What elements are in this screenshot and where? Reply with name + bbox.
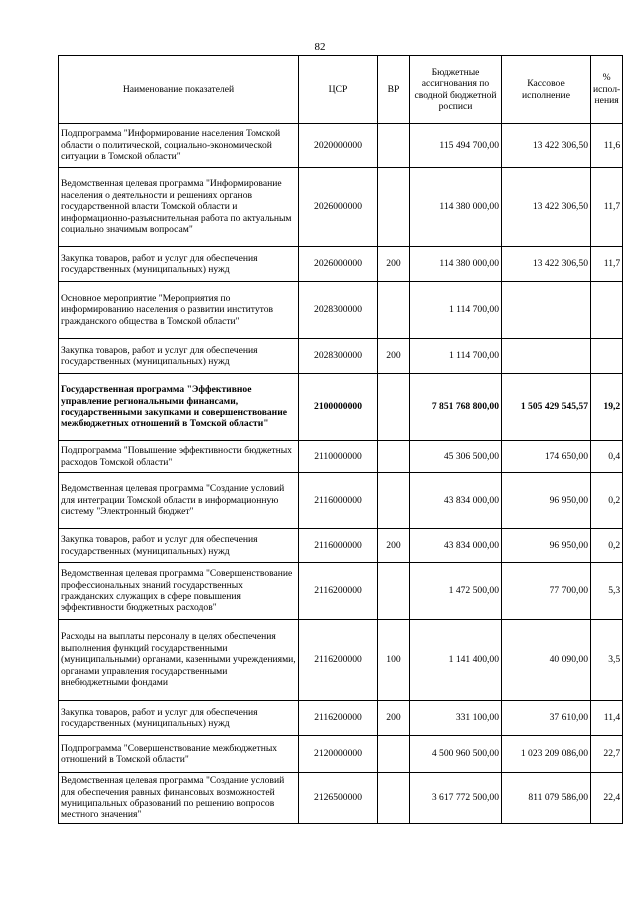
row-cash: 77 700,00: [502, 563, 591, 620]
row-cash: [502, 282, 591, 339]
table-row: [59, 563, 623, 620]
row-budget: 43 834 000,00: [410, 473, 502, 529]
table-row: [59, 168, 623, 247]
table-row: [59, 620, 623, 701]
table-row: [59, 374, 623, 441]
row-vr: [378, 773, 410, 824]
row-vr: [378, 563, 410, 620]
header-budget: Бюджетные ассигнования по сводной бюджетной росписи: [410, 56, 502, 124]
row-cash: 174 650,00: [502, 441, 591, 473]
budget-table: [58, 55, 623, 824]
header-vr: ВР: [378, 56, 410, 124]
row-percent: 0,2: [591, 529, 623, 563]
row-name: Расходы на выплаты персоналу в целях обеспечения выполнения функций государственными (муниципальными) органами, казенными учреждениями, органами управления государственными внебюджетными фондами: [59, 620, 299, 701]
row-vr: [378, 441, 410, 473]
row-budget: 115 494 700,00: [410, 124, 502, 168]
table-body: [59, 124, 623, 824]
row-budget: 331 100,00: [410, 701, 502, 736]
row-percent: [591, 282, 623, 339]
row-budget: 45 306 500,00: [410, 441, 502, 473]
row-csr: 2028300000: [299, 282, 378, 339]
row-budget: 3 617 772 500,00: [410, 773, 502, 824]
header-name: Наименование показателей: [59, 56, 299, 124]
row-vr: [378, 282, 410, 339]
header-percent: % испол-нения: [591, 56, 623, 124]
table-row: [59, 247, 623, 282]
row-budget: 114 380 000,00: [410, 168, 502, 247]
row-name: Подпрограмма "Совершенствование межбюджетных отношений в Томской области": [59, 736, 299, 773]
row-name: Закупка товаров, работ и услуг для обеспечения государственных (муниципальных) нужд: [59, 701, 299, 736]
row-name: Ведомственная целевая программа "Совершенствование профессиональных знаний государственных гражданских служащих в сфере повышения эффективности бюджетных расходов": [59, 563, 299, 620]
row-budget: 1 141 400,00: [410, 620, 502, 701]
row-budget: 7 851 768 800,00: [410, 374, 502, 441]
table-header-row: [59, 56, 623, 124]
table-row: [59, 339, 623, 374]
row-csr: 2116200000: [299, 620, 378, 701]
row-cash: 13 422 306,50: [502, 168, 591, 247]
row-csr: 2028300000: [299, 339, 378, 374]
row-cash: [502, 339, 591, 374]
row-csr: 2020000000: [299, 124, 378, 168]
table-row: [59, 773, 623, 824]
row-csr: 2120000000: [299, 736, 378, 773]
row-vr: [378, 736, 410, 773]
row-cash: 1 023 209 086,00: [502, 736, 591, 773]
row-csr: 2116000000: [299, 529, 378, 563]
row-percent: 22,4: [591, 773, 623, 824]
table-row: [59, 473, 623, 529]
row-csr: 2116200000: [299, 701, 378, 736]
row-cash: 13 422 306,50: [502, 124, 591, 168]
row-percent: 22,7: [591, 736, 623, 773]
row-vr: 200: [378, 339, 410, 374]
row-name: Ведомственная целевая программа "Создание условий для обеспечения равных финансовых возможностей муниципальных образований по решению вопросов местного значения": [59, 773, 299, 824]
row-name: Государственная программа "Эффективное управление региональными финансами, государственными закупками и совершенствование межбюджетных отношений в Томской области": [59, 374, 299, 441]
row-name: Закупка товаров, работ и услуг для обеспечения государственных (муниципальных) нужд: [59, 529, 299, 563]
row-name: Ведомственная целевая программа "Создание условий для интеграции Томской области в информационную систему "Электронный бюджет": [59, 473, 299, 529]
row-csr: 2116000000: [299, 473, 378, 529]
table-row: [59, 124, 623, 168]
row-budget: 1 114 700,00: [410, 282, 502, 339]
row-csr: 2116200000: [299, 563, 378, 620]
row-vr: [378, 124, 410, 168]
row-percent: 3,5: [591, 620, 623, 701]
row-name: Основное мероприятие "Мероприятия по информированию населения о развитии институтов гражданского общества в Томской области": [59, 282, 299, 339]
row-cash: 40 090,00: [502, 620, 591, 701]
row-budget: 43 834 000,00: [410, 529, 502, 563]
row-cash: 13 422 306,50: [502, 247, 591, 282]
row-name: Подпрограмма "Информирование населения Томской области о политической, социально-экономической ситуации в Томской области": [59, 124, 299, 168]
row-vr: 200: [378, 247, 410, 282]
table-row: [59, 529, 623, 563]
row-cash: 1 505 429 545,57: [502, 374, 591, 441]
row-vr: [378, 374, 410, 441]
row-csr: 2126500000: [299, 773, 378, 824]
row-csr: 2110000000: [299, 441, 378, 473]
row-name: Закупка товаров, работ и услуг для обеспечения государственных (муниципальных) нужд: [59, 247, 299, 282]
row-percent: 11,7: [591, 247, 623, 282]
header-csr: ЦСР: [299, 56, 378, 124]
row-percent: 11,4: [591, 701, 623, 736]
row-vr: 100: [378, 620, 410, 701]
row-percent: 5,3: [591, 563, 623, 620]
row-name: Подпрограмма "Повышение эффективности бюджетных расходов Томской области": [59, 441, 299, 473]
row-csr: 2026000000: [299, 247, 378, 282]
row-budget: 4 500 960 500,00: [410, 736, 502, 773]
row-vr: [378, 168, 410, 247]
row-percent: 11,6: [591, 124, 623, 168]
header-cash: Кассовое исполнение: [502, 56, 591, 124]
table-row: [59, 736, 623, 773]
table-row: [59, 282, 623, 339]
table-row: [59, 441, 623, 473]
row-vr: 200: [378, 701, 410, 736]
row-vr: 200: [378, 529, 410, 563]
row-csr: 2100000000: [299, 374, 378, 441]
row-cash: 811 079 586,00: [502, 773, 591, 824]
row-vr: [378, 473, 410, 529]
row-percent: [591, 339, 623, 374]
row-name: Закупка товаров, работ и услуг для обеспечения государственных (муниципальных) нужд: [59, 339, 299, 374]
row-budget: 1 114 700,00: [410, 339, 502, 374]
row-percent: 0,2: [591, 473, 623, 529]
table-row: [59, 701, 623, 736]
row-cash: 96 950,00: [502, 473, 591, 529]
page-number: 82: [314, 41, 326, 53]
row-cash: 96 950,00: [502, 529, 591, 563]
row-budget: 1 472 500,00: [410, 563, 502, 620]
row-cash: 37 610,00: [502, 701, 591, 736]
row-percent: 19,2: [591, 374, 623, 441]
row-name: Ведомственная целевая программа "Информирование населения о деятельности и решениях органов государственной власти Томской области и информационно-разъяснительная работа по актуальным социально значимым вопросам": [59, 168, 299, 247]
row-csr: 2026000000: [299, 168, 378, 247]
row-budget: 114 380 000,00: [410, 247, 502, 282]
row-percent: 11,7: [591, 168, 623, 247]
row-percent: 0,4: [591, 441, 623, 473]
